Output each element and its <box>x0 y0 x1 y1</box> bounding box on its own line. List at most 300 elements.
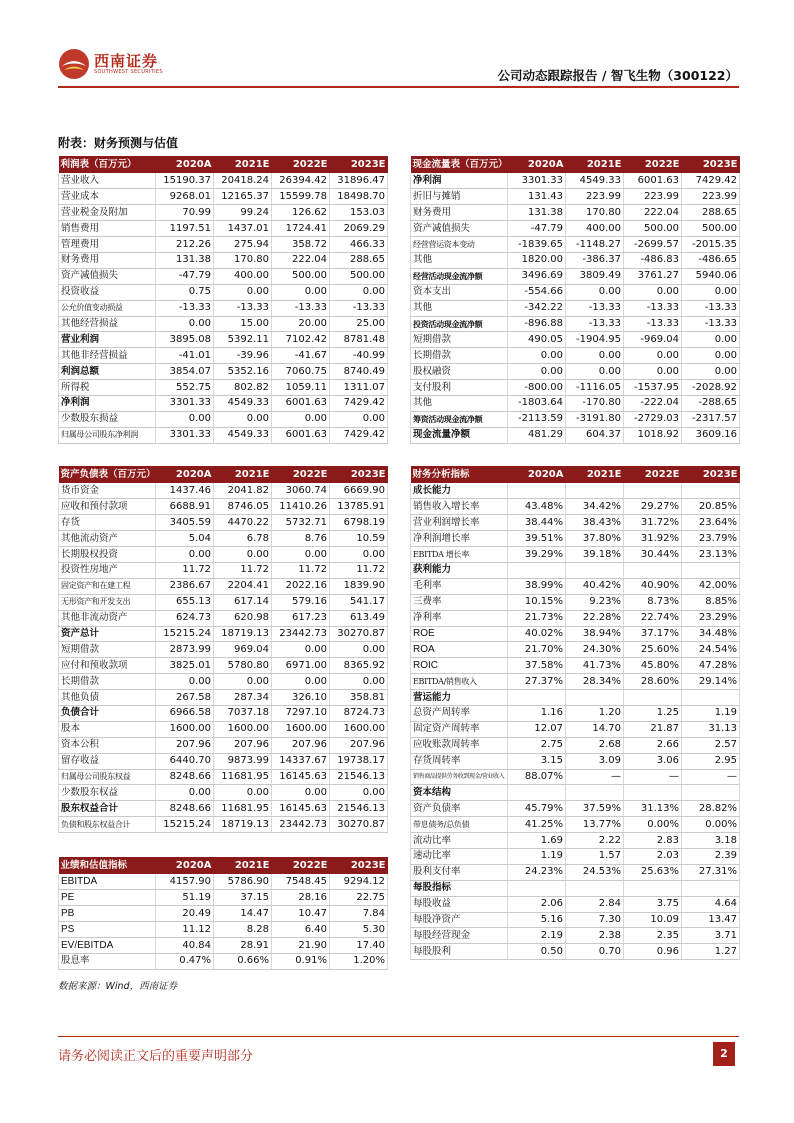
row-label: 资本结构 <box>411 785 508 801</box>
table-cell: 5.04 <box>156 531 214 547</box>
row-label: 负债合计 <box>59 705 156 721</box>
table-cell: 2.83 <box>624 833 682 849</box>
table-cell: 15190.37 <box>156 173 214 189</box>
table-row <box>59 364 388 380</box>
table-cell: 24.30% <box>566 642 624 658</box>
table-cell: 207.96 <box>272 737 330 753</box>
table-row <box>411 610 740 626</box>
row-label: ROA <box>411 642 508 658</box>
table-cell: 8724.73 <box>330 705 388 721</box>
table-row <box>411 705 740 721</box>
table-cell: 0.00% <box>682 817 740 833</box>
table-cell: 40.02% <box>508 626 566 642</box>
table-cell: 5732.71 <box>272 515 330 531</box>
table-cell: 1.20 <box>566 705 624 721</box>
table-cell: 1600.00 <box>330 721 388 737</box>
table-cell: 6001.63 <box>624 173 682 189</box>
table-cell: 31.13 <box>682 721 740 737</box>
table-cell: 6.78 <box>214 531 272 547</box>
row-label: 无形资产和开发支出 <box>59 594 156 610</box>
table-cell: 2022.16 <box>272 578 330 594</box>
table-cell: 9873.99 <box>214 753 272 769</box>
table-row <box>59 705 388 721</box>
table-cell: 3825.01 <box>156 658 214 674</box>
table-title: 业绩和估值指标 <box>59 857 156 874</box>
table-cell: 47.28% <box>682 658 740 674</box>
row-label: ROE <box>411 626 508 642</box>
row-label: 长期借款 <box>59 674 156 690</box>
table-cell: 223.99 <box>624 189 682 205</box>
table-cell: 42.00% <box>682 578 740 594</box>
table-cell: 0.00 <box>330 674 388 690</box>
table-cell: 400.00 <box>214 268 272 284</box>
data-source-note: 数据来源：Wind，西南证券 <box>58 981 178 992</box>
column-header: 2023E <box>330 156 388 173</box>
table-cell <box>508 690 566 706</box>
table-cell: 21.70% <box>508 642 566 658</box>
table-cell: 12.07 <box>508 721 566 737</box>
table-cell <box>508 483 566 499</box>
row-label: PE <box>59 890 156 906</box>
row-label: 短期借款 <box>59 642 156 658</box>
table-row <box>411 364 740 380</box>
row-label: 销售商品提供劳务收到现金/营业收入 <box>411 769 508 785</box>
row-label: 毛利率 <box>411 578 508 594</box>
table-cell: -41.01 <box>156 348 214 364</box>
row-label: 股利支付率 <box>411 864 508 880</box>
table-cell: 11.72 <box>156 562 214 578</box>
row-label: 净利润增长率 <box>411 531 508 547</box>
table-cell: 6798.19 <box>330 515 388 531</box>
row-label: 投资收益 <box>59 284 156 300</box>
row-label: 其他流动资产 <box>59 531 156 547</box>
table-cell: 9294.12 <box>330 874 388 890</box>
table-cell <box>624 785 682 801</box>
table-cell: -554.66 <box>508 284 566 300</box>
table-cell: -1839.65 <box>508 237 566 253</box>
table-cell: 13785.91 <box>330 499 388 515</box>
table-row <box>411 205 740 221</box>
table-row <box>59 268 388 284</box>
row-label: 三费率 <box>411 594 508 610</box>
table-row <box>59 642 388 658</box>
row-label: 存货 <box>59 515 156 531</box>
table-cell: -288.65 <box>682 395 740 411</box>
table-cell: 37.58% <box>508 658 566 674</box>
table-row <box>59 690 388 706</box>
row-label: 成长能力 <box>411 483 508 499</box>
table-cell: 40.90% <box>624 578 682 594</box>
table-cell: 11.12 <box>156 922 214 938</box>
table-cell: 1437.46 <box>156 483 214 499</box>
table-cell: 481.29 <box>508 427 566 443</box>
table-cell: 0.00 <box>624 348 682 364</box>
table-cell: 500.00 <box>330 268 388 284</box>
table-row <box>411 237 740 253</box>
row-label: 其他 <box>411 252 508 268</box>
table-cell: 1.19 <box>508 848 566 864</box>
column-header: 2020A <box>508 466 566 483</box>
table-cell: 0.66% <box>214 953 272 969</box>
table-header-row <box>411 466 740 483</box>
row-label: PS <box>59 922 156 938</box>
row-label: 公允价值变动损益 <box>59 300 156 316</box>
table-row <box>411 173 740 189</box>
table-row <box>59 316 388 332</box>
row-label: 归属母公司股东净利润 <box>59 427 156 443</box>
table-cell <box>508 785 566 801</box>
row-label: 所得税 <box>59 380 156 396</box>
row-label: 固定资产和在建工程 <box>59 578 156 594</box>
table-cell <box>682 785 740 801</box>
table-cell: 1.20% <box>330 953 388 969</box>
table-cell: -13.33 <box>682 316 740 332</box>
table-header-row <box>59 156 388 173</box>
table-cell: 14337.67 <box>272 753 330 769</box>
table-cell: 0.00 <box>272 674 330 690</box>
table-cell: 6.40 <box>272 922 330 938</box>
table-cell: 0.00 <box>330 284 388 300</box>
table-cell: 3405.59 <box>156 515 214 531</box>
table-cell: 0.00 <box>272 411 330 427</box>
table-cell: 38.43% <box>566 515 624 531</box>
table-cell: -2317.57 <box>682 411 740 427</box>
table-row <box>59 395 388 411</box>
table-cell: 23.29% <box>682 610 740 626</box>
row-label: 归属母公司股东权益 <box>59 769 156 785</box>
table-cell: 20.49 <box>156 906 214 922</box>
table-cell: -2113.59 <box>508 411 566 427</box>
table-cell: -13.33 <box>214 300 272 316</box>
row-label: 留存收益 <box>59 753 156 769</box>
footer-divider <box>58 1036 739 1037</box>
row-label: 其他非流动资产 <box>59 610 156 626</box>
column-header: 2021E <box>214 466 272 483</box>
table-cell: — <box>566 769 624 785</box>
table-cell: 25.60% <box>624 642 682 658</box>
row-label: 每股指标 <box>411 880 508 896</box>
row-label: 速动比率 <box>411 848 508 864</box>
table-row <box>411 578 740 594</box>
table-row <box>59 922 388 938</box>
table-cell: 1.25 <box>624 705 682 721</box>
table-row <box>59 252 388 268</box>
table-cell: 13.77% <box>566 817 624 833</box>
table-cell: 0.00 <box>330 547 388 563</box>
table-cell <box>566 483 624 499</box>
row-label: 长期借款 <box>411 348 508 364</box>
table-cell: 2.38 <box>566 928 624 944</box>
table-cell: 0.00 <box>566 348 624 364</box>
table-row <box>59 737 388 753</box>
table-cell: 3496.69 <box>508 268 566 284</box>
table-cell: 3301.33 <box>508 173 566 189</box>
table-row <box>411 848 740 864</box>
row-label: 支付股利 <box>411 380 508 396</box>
table-row <box>59 817 388 833</box>
table-cell: 131.38 <box>156 252 214 268</box>
table-cell: 28.60% <box>624 674 682 690</box>
table-cell: 14.70 <box>566 721 624 737</box>
table-cell: -40.99 <box>330 348 388 364</box>
table-cell: 2.75 <box>508 737 566 753</box>
table-cell: 41.25% <box>508 817 566 833</box>
table-cell: 4157.90 <box>156 874 214 890</box>
table-cell: 1600.00 <box>272 721 330 737</box>
table-cell: 207.96 <box>214 737 272 753</box>
table-row <box>59 531 388 547</box>
table-cell <box>566 690 624 706</box>
table-cell: 41.73% <box>566 658 624 674</box>
table-cell: 15599.78 <box>272 189 330 205</box>
table-cell: 267.58 <box>156 690 214 706</box>
row-label: 经营活动现金流净额 <box>411 268 508 284</box>
row-label: 其他负债 <box>59 690 156 706</box>
table-cell: 7297.10 <box>272 705 330 721</box>
row-label: 资本公积 <box>59 737 156 753</box>
table-row <box>411 411 740 427</box>
table-row <box>411 268 740 284</box>
table-cell: 17.40 <box>330 938 388 954</box>
table-cell: 288.65 <box>682 205 740 221</box>
table-row <box>411 547 740 563</box>
row-label: 筹资活动现金流净额 <box>411 411 508 427</box>
table-row <box>59 332 388 348</box>
table-cell: 1600.00 <box>214 721 272 737</box>
table-row <box>411 944 740 960</box>
table-cell: 552.75 <box>156 380 214 396</box>
table-cell: 6966.58 <box>156 705 214 721</box>
column-header: 2020A <box>156 857 214 874</box>
table-cell: 620.98 <box>214 610 272 626</box>
table-cell: 2.57 <box>682 737 740 753</box>
table-cell: 21.73% <box>508 610 566 626</box>
table-cell: 1059.11 <box>272 380 330 396</box>
table-cell <box>508 880 566 896</box>
table-row <box>59 515 388 531</box>
table-cell: 358.72 <box>272 237 330 253</box>
table-cell: 9268.01 <box>156 189 214 205</box>
table-cell: 11.72 <box>214 562 272 578</box>
table-cell: 10.47 <box>272 906 330 922</box>
table-cell: 2.35 <box>624 928 682 944</box>
table-cell: 8248.66 <box>156 769 214 785</box>
row-label: 股东权益合计 <box>59 801 156 817</box>
row-label: PB <box>59 906 156 922</box>
table-cell: 24.53% <box>566 864 624 880</box>
table-row <box>59 953 388 969</box>
row-label: 现金流量净额 <box>411 427 508 443</box>
table-cell: 170.80 <box>214 252 272 268</box>
row-label: 资产总计 <box>59 626 156 642</box>
table-cell: 6971.00 <box>272 658 330 674</box>
table-cell: 0.00 <box>156 411 214 427</box>
table-row <box>411 737 740 753</box>
table-cell: 31.72% <box>624 515 682 531</box>
table-cell: 51.19 <box>156 890 214 906</box>
table-cell: 31896.47 <box>330 173 388 189</box>
table-cell: 624.73 <box>156 610 214 626</box>
table-cell: 0.00 <box>272 284 330 300</box>
table-row <box>411 785 740 801</box>
table-cell: 0.00 <box>156 316 214 332</box>
table-cell: 3609.16 <box>682 427 740 443</box>
company-logo <box>58 48 170 80</box>
table-cell: 27.31% <box>682 864 740 880</box>
table-cell <box>624 483 682 499</box>
table-cell: -13.33 <box>682 300 740 316</box>
table-cell: — <box>624 769 682 785</box>
table-cell: 0.00 <box>156 547 214 563</box>
table-cell: 802.82 <box>214 380 272 396</box>
row-label: 利润总额 <box>59 364 156 380</box>
table-cell: 23.64% <box>682 515 740 531</box>
table-cell: 0.00 <box>272 642 330 658</box>
table-row <box>59 348 388 364</box>
table-cell: 579.16 <box>272 594 330 610</box>
row-label: 资产负债率 <box>411 801 508 817</box>
table-cell: 5352.16 <box>214 364 272 380</box>
table-title: 财务分析指标 <box>411 466 508 483</box>
row-label: 货币资金 <box>59 483 156 499</box>
table-cell: 8781.48 <box>330 332 388 348</box>
table-cell: 0.00 <box>330 785 388 801</box>
table-cell: 969.04 <box>214 642 272 658</box>
table-cell: 34.48% <box>682 626 740 642</box>
table-cell: 2.95 <box>682 753 740 769</box>
table-cell: 0.70 <box>566 944 624 960</box>
table-cell: 11681.95 <box>214 769 272 785</box>
valuation-table <box>58 857 388 970</box>
table-cell: 1311.07 <box>330 380 388 396</box>
table-row <box>411 380 740 396</box>
table-cell: 39.29% <box>508 547 566 563</box>
row-label: 其他 <box>411 395 508 411</box>
table-cell: 31.13% <box>624 801 682 817</box>
table-cell: 21.87 <box>624 721 682 737</box>
table-cell: 3.71 <box>682 928 740 944</box>
row-label: EV/EBITDA <box>59 938 156 954</box>
table-row <box>59 427 388 443</box>
table-cell: 30.44% <box>624 547 682 563</box>
table-cell: 8.85% <box>682 594 740 610</box>
table-cell: 2386.67 <box>156 578 214 594</box>
table-cell: -486.65 <box>682 252 740 268</box>
column-header: 2023E <box>330 466 388 483</box>
table-row <box>59 237 388 253</box>
table-cell: -486.83 <box>624 252 682 268</box>
table-cell: -170.80 <box>566 395 624 411</box>
table-row <box>59 753 388 769</box>
table-cell: 466.33 <box>330 237 388 253</box>
table-cell: -13.33 <box>624 300 682 316</box>
table-cell: 5940.06 <box>682 268 740 284</box>
table-cell: 24.23% <box>508 864 566 880</box>
table-cell: 40.42% <box>566 578 624 594</box>
table-cell: -13.33 <box>330 300 388 316</box>
table-cell: 0.00 <box>214 547 272 563</box>
table-row <box>59 578 388 594</box>
row-label: 每股净资产 <box>411 912 508 928</box>
row-label: 少数股东损益 <box>59 411 156 427</box>
table-cell: 28.34% <box>566 674 624 690</box>
table-cell: 7548.45 <box>272 874 330 890</box>
row-label: ROIC <box>411 658 508 674</box>
table-cell: -13.33 <box>156 300 214 316</box>
table-cell: 3895.08 <box>156 332 214 348</box>
section-title: 附表：财务预测与估值 <box>58 136 179 150</box>
table-row <box>411 531 740 547</box>
table-cell: 20418.24 <box>214 173 272 189</box>
table-cell <box>624 562 682 578</box>
table-cell: 3.09 <box>566 753 624 769</box>
table-cell: 2069.29 <box>330 221 388 237</box>
table-cell: 37.80% <box>566 531 624 547</box>
table-cell: 27.37% <box>508 674 566 690</box>
row-label: 股本 <box>59 721 156 737</box>
column-header: 2020A <box>508 156 566 173</box>
table-cell: 38.94% <box>566 626 624 642</box>
table-cell: 7429.42 <box>682 173 740 189</box>
table-cell: 25.63% <box>624 864 682 880</box>
table-cell: 1820.00 <box>508 252 566 268</box>
table-row <box>411 348 740 364</box>
table-row <box>411 896 740 912</box>
table-cell: 0.00 <box>682 364 740 380</box>
cashflow-statement-table <box>410 156 740 444</box>
table-cell: 9.23% <box>566 594 624 610</box>
table-row <box>411 427 740 443</box>
table-row <box>411 928 740 944</box>
table-row <box>411 690 740 706</box>
table-cell: 1.57 <box>566 848 624 864</box>
table-cell: 70.99 <box>156 205 214 221</box>
table-row <box>411 189 740 205</box>
table-cell: 3.75 <box>624 896 682 912</box>
table-cell: 11410.26 <box>272 499 330 515</box>
table-cell: 0.00 <box>682 332 740 348</box>
column-header: 2021E <box>214 857 272 874</box>
table-row <box>411 721 740 737</box>
table-cell: 10.09 <box>624 912 682 928</box>
table-row <box>59 674 388 690</box>
table-row <box>59 205 388 221</box>
table-title: 资产负债表（百万元） <box>59 466 156 483</box>
table-cell: 10.59 <box>330 531 388 547</box>
table-row <box>59 874 388 890</box>
table-cell: 0.00 <box>214 674 272 690</box>
table-cell: 617.14 <box>214 594 272 610</box>
table-cell: 0.00 <box>624 284 682 300</box>
table-cell: 30270.87 <box>330 626 388 642</box>
table-row <box>59 906 388 922</box>
row-label: 带息债务/总负债 <box>411 817 508 833</box>
table-cell: 0.00 <box>508 364 566 380</box>
table-cell: 287.34 <box>214 690 272 706</box>
table-cell: -342.22 <box>508 300 566 316</box>
table-cell: 12165.37 <box>214 189 272 205</box>
column-header: 2021E <box>566 156 624 173</box>
table-cell: 37.17% <box>624 626 682 642</box>
table-cell: 222.04 <box>624 205 682 221</box>
table-title: 现金流量表（百万元） <box>411 156 508 173</box>
row-label: 营业成本 <box>59 189 156 205</box>
table-row <box>411 626 740 642</box>
table-cell: 8248.66 <box>156 801 214 817</box>
table-cell: 13.47 <box>682 912 740 928</box>
table-cell <box>682 562 740 578</box>
table-row <box>411 483 740 499</box>
